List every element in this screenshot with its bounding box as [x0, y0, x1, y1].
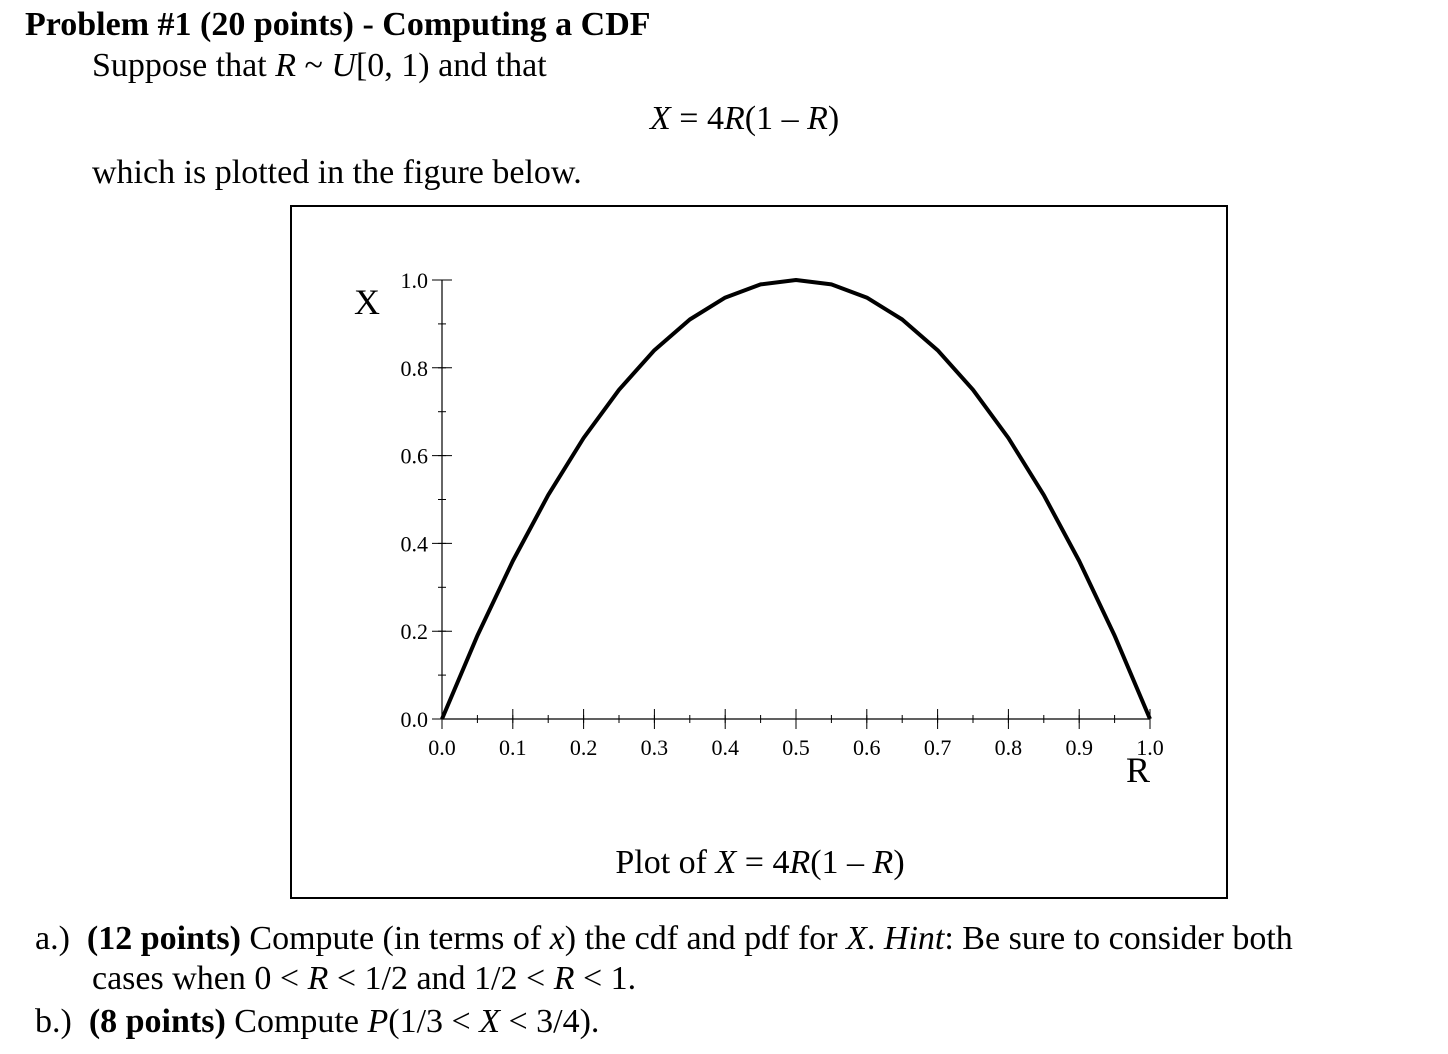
- x-tick-label: 0.9: [1065, 735, 1093, 760]
- y-tick-label: 0.2: [400, 619, 428, 645]
- x-tick-label: 0.7: [923, 735, 952, 760]
- x-tick-label: 1.0: [1136, 735, 1164, 760]
- x-tick-label: 0.2: [569, 735, 598, 760]
- hint-label: Hint: [883, 920, 945, 957]
- function-plot: [292, 207, 1226, 897]
- suppose-prefix: Suppose that: [92, 47, 267, 84]
- suppose-suffix: and that: [438, 47, 547, 84]
- eq-open: (1 –: [744, 100, 808, 137]
- part-a-line2: cases when 0 < R < 1/2 and 1/2 < R < 1.: [92, 960, 637, 997]
- x-tick-label: 0.1: [499, 735, 527, 760]
- x-tick-label: 0.0: [428, 735, 456, 760]
- var-U: U: [331, 47, 356, 84]
- eq-coef: 4: [706, 100, 724, 137]
- part-a-line1: a.) (12 points) Compute (in terms of x) the cdf and pdf for X. Hint: Be sure to consider both: [35, 920, 1293, 957]
- y-tick-label: 0.8: [400, 355, 428, 381]
- y-tick-label: 0.0: [400, 707, 428, 732]
- eq-close: ): [827, 100, 840, 137]
- part-b-label: b.): [35, 1003, 72, 1040]
- problem-heading: Problem #1 (20 points) - Computing a CDF: [25, 6, 651, 43]
- eq-equals: =: [679, 100, 699, 137]
- tilde-symbol: ~: [304, 47, 323, 84]
- y-tick-label: 0.4: [400, 531, 428, 557]
- x-tick-label: 0.4: [711, 735, 739, 760]
- part-b-points: (8 points): [88, 1003, 226, 1040]
- plotted-text: which is plotted in the figure below.: [92, 154, 582, 191]
- part-a-label: a.): [35, 920, 70, 957]
- eq-var2: R: [807, 100, 828, 137]
- y-axis-label: X: [354, 282, 380, 322]
- y-tick-label: 0.6: [400, 443, 428, 469]
- x-tick-label: 0.6: [853, 735, 881, 760]
- part-b-line: b.) (8 points) Compute P(1/3 < X < 3/4).: [35, 1003, 600, 1040]
- x-axis-label: R: [1126, 750, 1151, 790]
- figure-caption: Plot of X = 4R(1 – R): [615, 844, 905, 881]
- var-R: R: [275, 47, 296, 84]
- interval: [0, 1): [355, 47, 430, 84]
- suppose-line: [92, 49, 547, 83]
- eq-var: R: [723, 100, 745, 137]
- part-a-points: (12 points): [86, 920, 241, 957]
- display-equation: [650, 102, 839, 136]
- x-tick-label: 0.3: [640, 735, 669, 760]
- y-tick-label: 1.0: [400, 268, 428, 293]
- figure-frame: [290, 205, 1228, 899]
- function-curve: [442, 280, 1150, 719]
- eq-lhs: X: [650, 100, 671, 137]
- x-tick-label: 0.8: [994, 735, 1023, 760]
- x-tick-label: 0.5: [782, 735, 810, 760]
